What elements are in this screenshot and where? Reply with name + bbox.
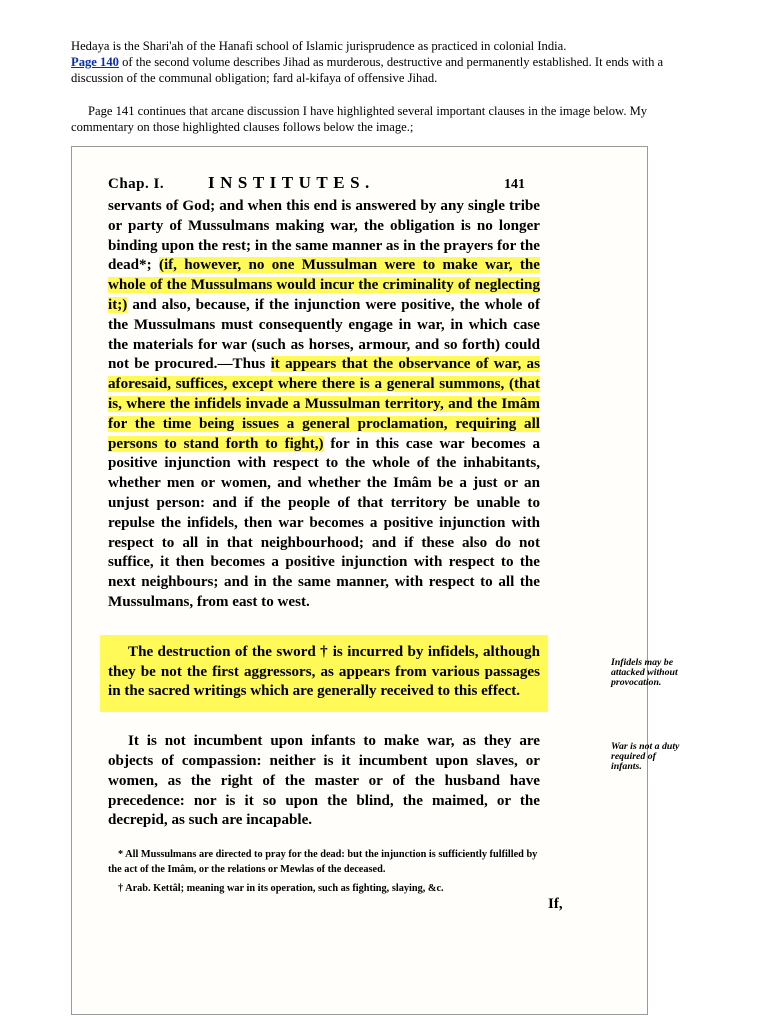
- text-segment: servants of God; and when this end is answered by any single tribe or party of Mussulmans making war, the obligation is no longer binding upon the rest; in the same manner as in the prayers for the dead*;: [108, 198, 540, 274]
- intro-paragraph-1: [71, 38, 711, 86]
- text-segment: and also, because, if the injunction were positive, the whole of the Mussulmans must consequently engage in war, in which case the materials for war (such as horses, armour, and so forth) could not be procured.—Thus: [108, 296, 540, 373]
- paragraph-2-text: The destruction of the sword † is incurred by infidels, although they be not the first aggressors, as appears from various passages in the sacred writings which are generally received to this effect.: [108, 643, 540, 700]
- footnote-1: * All Mussulmans are directed to pray for the dead: but the injunction is sufficiently fulfilled by the act of the Imâm, or the relations or Mewlas of the deceased.: [108, 849, 538, 876]
- margin-note-infidels: Infidels may be attacked without provocation.: [611, 657, 678, 688]
- page-body: [108, 197, 540, 831]
- highlighted-clause-2: it appears that the observance of war, as aforesaid, suffices, except where there is a general summons, (that is, where the infidels invade a Mussulman territory, and the Imâm for the time being issues a general proclamation, requiring all persons to stand forth to fight,): [108, 356, 540, 452]
- book-page: [108, 173, 680, 913]
- margin-note-infants: War is not a duty required of infants.: [611, 741, 680, 772]
- paragraph-3: It is not incumbent upon infants to make war, as they are objects of compassion: neither is it incumbent upon slaves, or women, as the right of the master or of the husband have precedence: nor is it so upon the blind, the maimed, or the decrepid, as such are incapable.: [108, 733, 540, 829]
- page-number: 141: [504, 177, 525, 192]
- footnote-2: † Arab. Kettâl; meaning war in its operation, such as fighting, slaying, &c.: [118, 883, 444, 895]
- highlighted-clause-1: (if, however, no one Mussulman were to make war, the whole of the Mussulmans would incur the criminality of neglecting it;): [108, 257, 540, 313]
- intro-text: [71, 38, 711, 135]
- chapter-label: Chap. I.: [108, 176, 165, 192]
- intro-text-segment: Hedaya is the Shari'ah of the Hanafi school of Islamic jurisprudence as practiced in colonial India.: [71, 39, 567, 53]
- paragraph-1: [108, 197, 540, 613]
- intro-text-segment: of the second volume describes Jihad as murderous, destructive and permanently established. It ends with a discussion of the communal obligation; fard al-kifaya of offensive Jihad.: [71, 55, 664, 85]
- running-head: [108, 173, 642, 197]
- catchword: If,: [548, 896, 563, 913]
- intro-paragraph-2: Page 141 continues that arcane discussion I have highlighted several important clauses in the image below. My commentary on those highlighted clauses follows below the image.;: [71, 104, 648, 134]
- book-title: INSTITUTES.: [208, 173, 375, 192]
- footnotes: [108, 847, 540, 896]
- text-segment: for in this case war becomes a positive injunction with respect to the whole of the inhabitants, whether men or women, and whether the Imâm be a just or an unjust person: and if the people of that territory be unable to repulse the infidels, then war becomes a positive injunction with respect to all in that neighbourhood; and if these also do not suffice, it then becomes a positive injunction with respect to the next neighbours; and in the same manner, with respect to all the Mussulmans, from east to west.: [108, 435, 540, 610]
- page-140-link[interactable]: Page 140: [71, 55, 119, 69]
- scanned-page-image: [71, 146, 680, 1015]
- highlighted-paragraph-2: [100, 635, 548, 712]
